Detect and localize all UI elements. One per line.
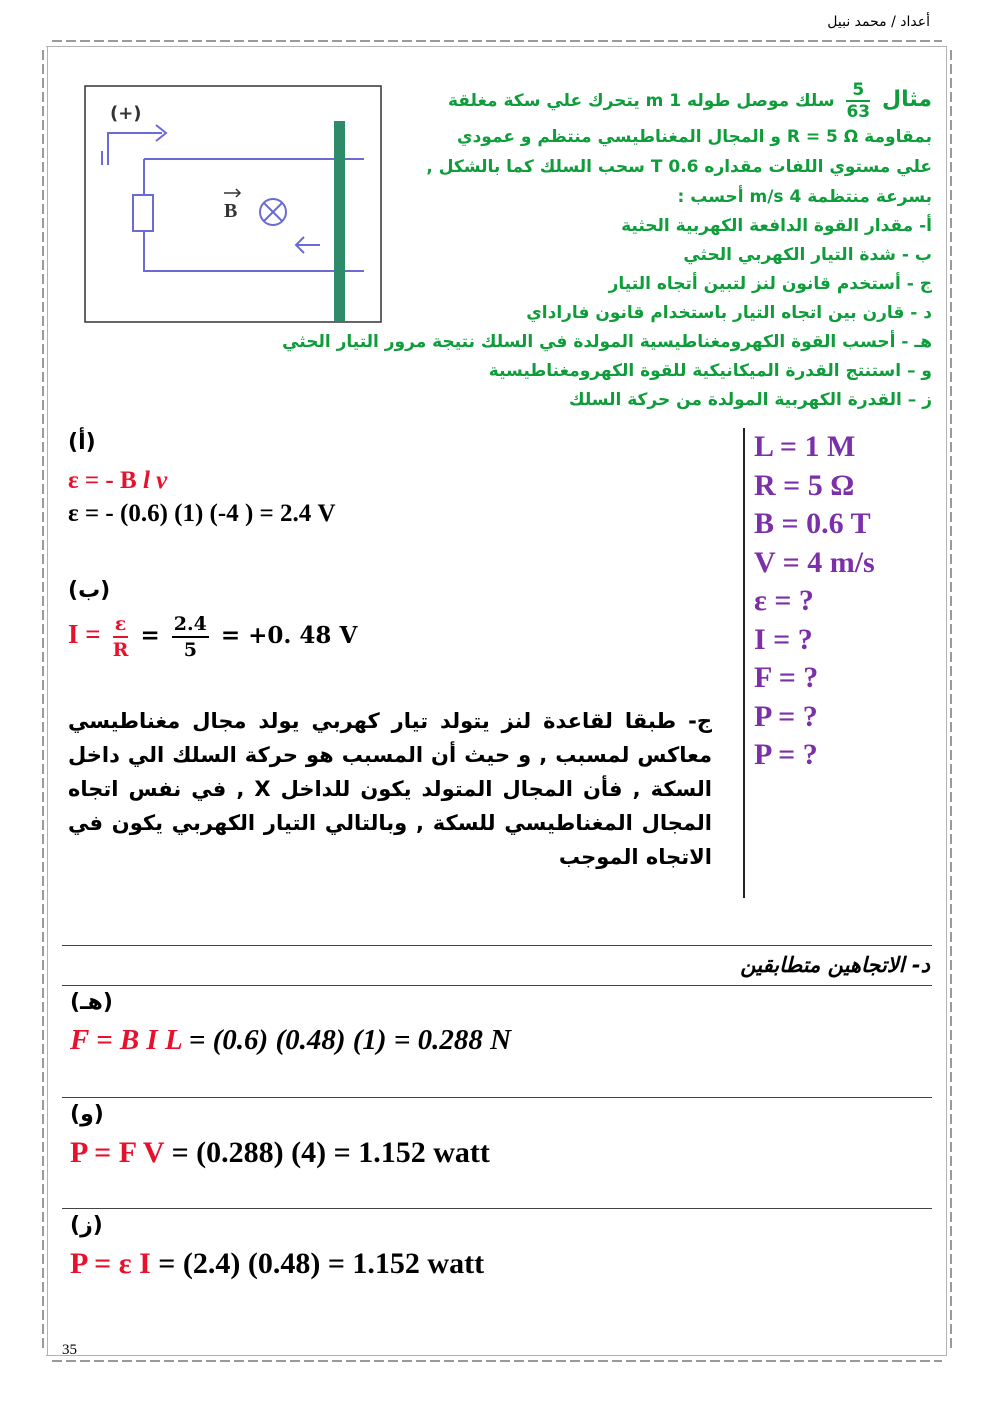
question-items [232,212,932,415]
divider [62,1208,932,1209]
given-item: I = ? [754,622,813,656]
example-fraction: $\frac{5}{63}$ [846,80,871,122]
given-item: P = ? [754,699,818,733]
example-line-3: علي مستوي اللفات مقداره 0.6 T سحب السلك كما بالشكل , [426,157,932,177]
example-label: مثال [882,87,932,112]
example-line-1: سلك موصل طوله 1 m يتحرك علي سكة مغلقة [447,91,835,111]
example-line-4: بسرعة منتظمة 4 m/s أحسب : [677,187,932,207]
answer-g-title: (ز) [70,1213,103,1238]
answer-b-title: (ب) [68,578,111,603]
answer-c-text: ج- طبقا لقاعدة لنز يتولد تيار كهربي يولد مجال مغناطيسي معاكس لمسبب , و حيث أن المسبب هو حركة السلك الي داخل السكة , فأن المجال المتولد يكون للداخل X , في نفس اتجاه المجال المغناطيسي للسكة , وبالتالي التيار الكهربي يكون في الاتجاه الموجب [68,709,712,869]
answer-b-equation: I = $\frac{\varepsilon}{R}$ = $\frac{2.4}{5}$ = +0. 48 V [68,613,358,661]
question-item: أ- مقدار القوة الدافعة الكهربية الحثية [621,216,932,236]
answer-e-title: (هـ) [70,990,113,1015]
divider [62,945,932,946]
answer-a-calc: ε = - (0.6) (1) (-4 ) = 2.4 V [68,500,336,527]
page-number: 35 [62,1342,77,1358]
divider [62,1097,932,1098]
given-values [754,428,875,775]
column-divider [743,428,745,898]
answer-a-title: (أ) [68,430,96,455]
answer-f-title: (و) [70,1102,104,1127]
given-item: L = 1 M [754,430,856,463]
field-label: B [224,200,238,222]
question-item: و – استنتج القدرة الميكانيكية للقوة الكهرومغناطيسية [488,361,932,381]
given-item: B = 0.6 T [754,507,871,540]
question-item: ب - شدة التيار الكهربي الحثي [683,245,932,265]
given-item: F = ? [754,661,819,694]
answer-a-formula: ε = - B l v [68,467,168,494]
answer-f-equation: P = F V = (0.288) (4) = 1.152 watt [70,1136,490,1169]
question-item: ز – القدرة الكهربية المولدة من حركة السلك [569,390,932,410]
answer-d-text: د- الاتجاهين متطابقين [740,953,930,977]
divider [62,985,932,986]
question-item: ج - أستخدم قانون لنز لتبين أتجاه التيار [608,274,932,294]
given-item: ε = ? [754,584,814,617]
given-item: R = 5 Ω [754,468,855,502]
author-header: أعداد / محمد نبيل [827,14,930,30]
answer-g-equation: P = ε I = (2.4) (0.48) = 1.152 watt [70,1247,485,1280]
given-item: V = 4 m/s [754,545,875,579]
question-item: د - قارن بين اتجاه التيار باستخدام قانون فاراداي [526,303,932,323]
given-item: P = ? [754,738,818,771]
answer-e-equation: F = B I L = (0.6) (0.48) (1) = 0.288 N [70,1024,512,1056]
plus-label: (+) [110,103,142,124]
question-item: هـ - أحسب القوة الكهرومغناطيسية المولدة في السلك نتيجة مرور التيار الحثي [282,332,932,352]
example-statement [412,80,932,212]
example-line-2: بمقاومة R = 5 Ω و المجال المغناطيسي منتظم و عمودي [457,127,932,147]
